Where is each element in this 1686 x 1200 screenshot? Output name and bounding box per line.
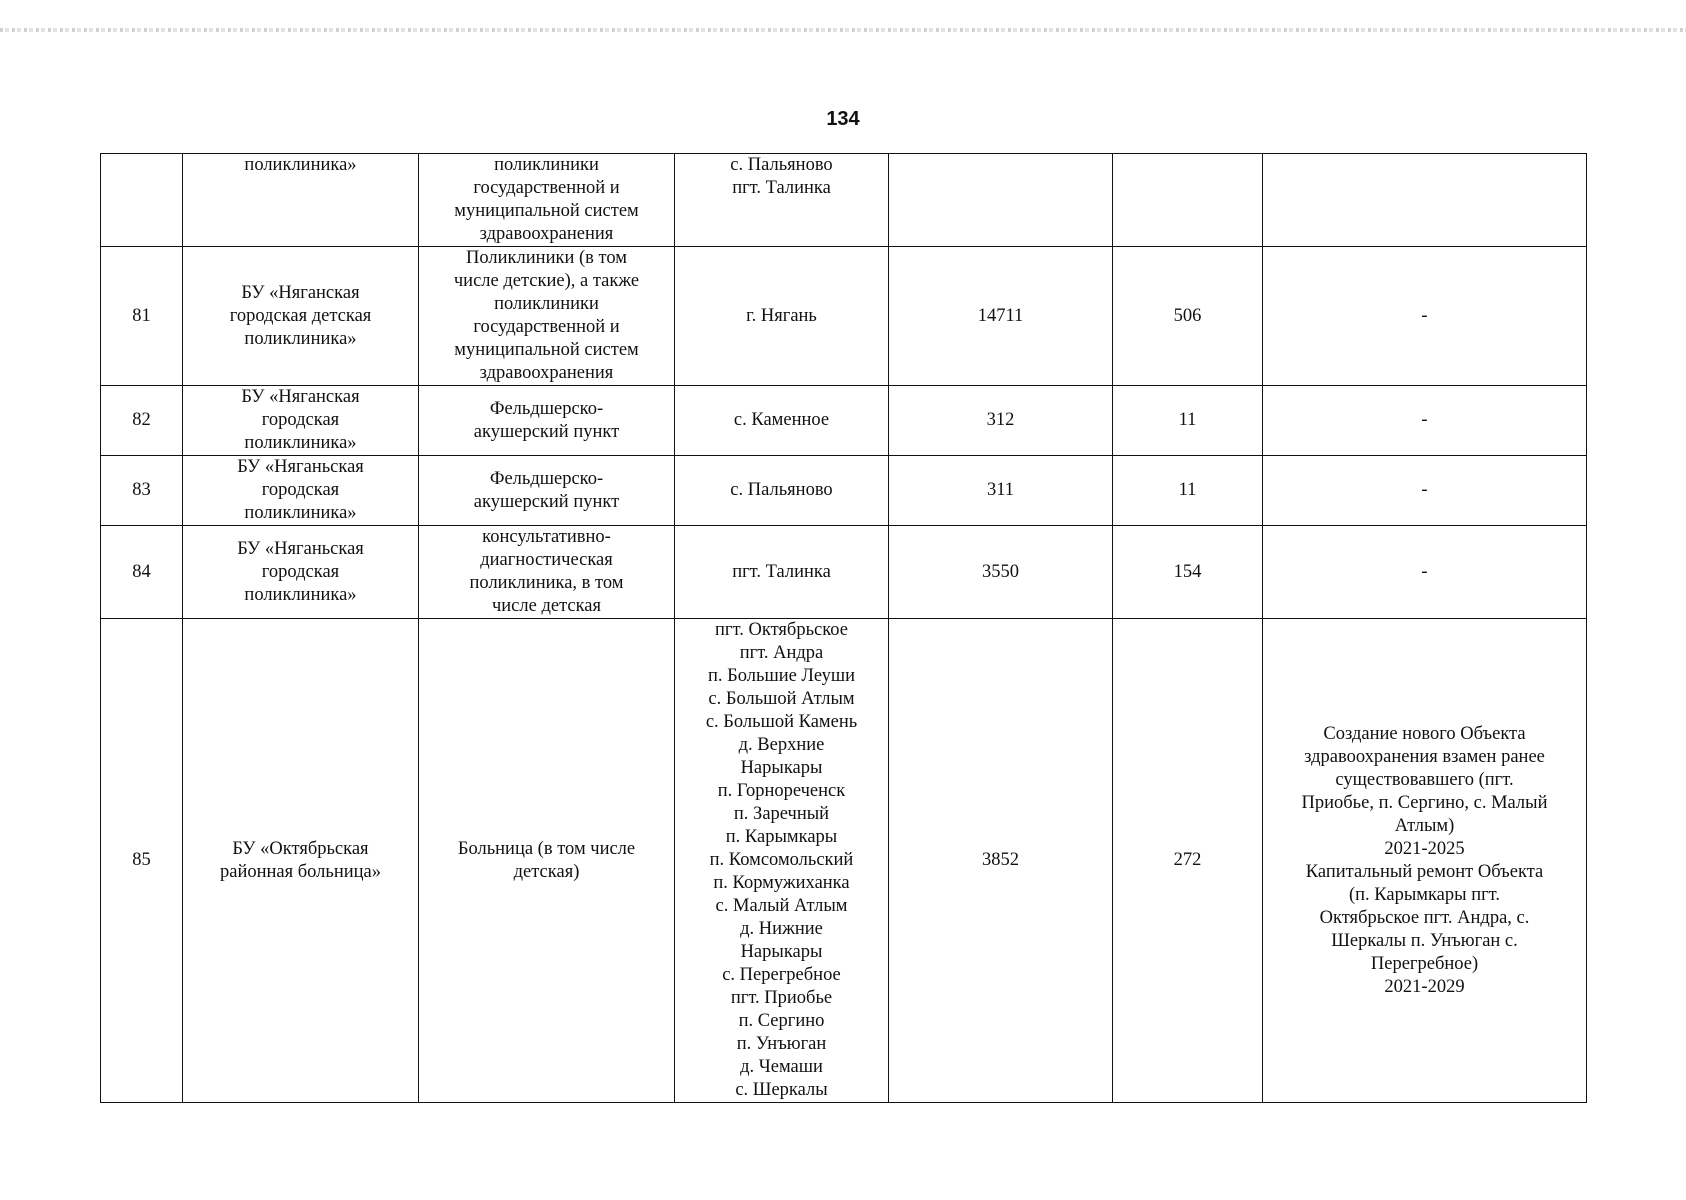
cell-line: поликлиника»	[244, 328, 357, 349]
cell-locality	[675, 456, 889, 526]
cell-line: п. Комсомольский	[709, 850, 854, 870]
cell-note	[1263, 526, 1587, 619]
cell-line: числе детские), а также	[453, 271, 640, 291]
table-row	[101, 456, 1587, 526]
table-row	[101, 386, 1587, 456]
cell-line: акушерский пункт	[473, 421, 620, 442]
cell-line: с. Пальяново	[730, 155, 833, 175]
cell-note	[1263, 386, 1587, 456]
cell-line: городская детская	[229, 305, 372, 326]
cell-line: муниципальной систем	[454, 201, 639, 221]
cell-line: Фельдшерско-	[489, 468, 604, 489]
cell-line: районная больница»	[219, 861, 381, 882]
cell-note	[1263, 456, 1587, 526]
registry-table-body	[101, 154, 1587, 1103]
cell-line: с. Пальяново	[730, 480, 833, 500]
cell-value-b: 506	[1113, 247, 1263, 386]
cell-line: городская	[261, 410, 340, 430]
cell-line: диагностическая	[480, 550, 613, 570]
cell-line: п. Горнореченск	[717, 781, 846, 801]
cell-line: поликлиника»	[244, 433, 357, 453]
cell-line: с. Шеркалы	[735, 1080, 828, 1100]
cell-line: Капитальный ремонт Объекта	[1305, 861, 1544, 882]
cell-line: поликлиника»	[244, 503, 357, 523]
cell-line: консультативно-	[482, 527, 611, 547]
table-row	[101, 619, 1587, 1103]
cell-line: Атлым)	[1394, 815, 1455, 836]
cell-note	[1263, 247, 1587, 386]
cell-line: 2021-2029	[1384, 976, 1465, 997]
cell-facility-type	[419, 526, 675, 619]
cell-line: поликлиники	[494, 294, 599, 314]
cell-line: п. Кормужиханка	[713, 873, 850, 893]
cell-line: здравоохранения	[479, 224, 614, 244]
cell-number: 84	[101, 526, 183, 619]
cell-value-a	[889, 154, 1113, 247]
cell-value-b: 11	[1113, 456, 1263, 526]
cell-line: с. Малый Атлым	[715, 896, 848, 916]
cell-note	[1263, 154, 1587, 247]
cell-line: государственной и	[473, 178, 620, 198]
cell-facility-type	[419, 247, 675, 386]
cell-facility-type	[419, 619, 675, 1103]
registry-table	[100, 153, 1587, 1103]
cell-line: Приобье, п. Сергино, с. Малый	[1301, 792, 1548, 813]
cell-line: п. Большие Леуши	[708, 666, 855, 686]
cell-line: пгт. Андра	[739, 643, 824, 663]
cell-line: акушерский пункт	[473, 491, 620, 512]
table-row	[101, 154, 1587, 247]
cell-line: БУ «Октябрьская	[232, 838, 369, 859]
cell-line: с. Перегребное	[722, 965, 841, 985]
cell-locality	[675, 247, 889, 386]
cell-value-a: 311	[889, 456, 1113, 526]
cell-number: 85	[101, 619, 183, 1103]
cell-organization	[183, 154, 419, 247]
cell-line: детская)	[513, 861, 580, 882]
cell-line: -	[1421, 561, 1428, 582]
cell-line: пгт. Талинка	[732, 561, 831, 582]
cell-line: числе детская	[491, 596, 602, 616]
cell-locality	[675, 619, 889, 1103]
cell-line: -	[1421, 410, 1428, 430]
table-row	[101, 247, 1587, 386]
cell-line: Нарыкары	[740, 758, 823, 778]
cell-line: д. Чемаши	[740, 1057, 823, 1077]
cell-line: п. Унъюган	[736, 1034, 827, 1054]
cell-locality	[675, 154, 889, 247]
cell-line: здравоохранения взамен ранее	[1304, 746, 1545, 767]
cell-line: пгт. Октябрьское	[715, 620, 848, 640]
cell-line: Шеркалы п. Унъюган с.	[1331, 930, 1518, 951]
cell-line: поликлиники	[494, 155, 599, 175]
cell-line: п. Заречный	[733, 804, 830, 824]
cell-line: поликлиника»	[244, 584, 357, 605]
cell-facility-type	[419, 386, 675, 456]
cell-line: БУ «Няганьская	[237, 457, 364, 477]
cell-line: Октябрьское пгт. Андра, с.	[1319, 907, 1530, 928]
cell-value-b	[1113, 154, 1263, 247]
page-number: 134	[826, 108, 860, 130]
scan-edge	[0, 28, 1686, 32]
cell-organization	[183, 619, 419, 1103]
cell-number: 83	[101, 456, 183, 526]
cell-locality	[675, 386, 889, 456]
cell-value-b: 11	[1113, 386, 1263, 456]
cell-line: пгт. Талинка	[732, 178, 831, 198]
cell-line: (п. Карымкары пгт.	[1348, 884, 1501, 905]
cell-line: городская	[261, 480, 340, 500]
cell-line: Нарыкары	[740, 942, 823, 962]
cell-organization	[183, 386, 419, 456]
cell-line: городская	[261, 561, 340, 582]
cell-value-a: 3852	[889, 619, 1113, 1103]
cell-line: БУ «Няганьская	[237, 538, 364, 559]
cell-number: 82	[101, 386, 183, 456]
cell-line: пгт. Приобье	[730, 988, 833, 1008]
table-row	[101, 526, 1587, 619]
cell-line: с. Большой Камень	[705, 712, 858, 732]
cell-line: Поликлиники (в том	[466, 248, 627, 268]
cell-line: п. Карымкары	[725, 827, 838, 847]
cell-value-a: 3550	[889, 526, 1113, 619]
cell-line: п. Сергино	[738, 1011, 825, 1031]
cell-number	[101, 154, 183, 247]
cell-note	[1263, 619, 1587, 1103]
cell-line: г. Нягань	[746, 305, 817, 326]
cell-line: БУ «Няганская	[241, 282, 360, 303]
cell-facility-type	[419, 154, 675, 247]
cell-line: БУ «Няганская	[241, 387, 360, 407]
cell-organization	[183, 247, 419, 386]
cell-line: Создание нового Объекта	[1323, 723, 1526, 744]
cell-value-a: 14711	[889, 247, 1113, 386]
cell-value-a: 312	[889, 386, 1113, 456]
cell-line: здравоохранения	[479, 363, 614, 383]
cell-line: муниципальной систем	[454, 340, 639, 360]
cell-line: д. Верхние	[738, 735, 825, 755]
cell-line: Больница (в том числе	[457, 838, 636, 859]
cell-organization	[183, 526, 419, 619]
cell-value-b: 154	[1113, 526, 1263, 619]
cell-line: 2021-2025	[1384, 838, 1465, 859]
cell-line: с. Большой Атлым	[708, 689, 855, 709]
cell-number: 81	[101, 247, 183, 386]
cell-line: поликлиника»	[244, 155, 357, 175]
cell-facility-type	[419, 456, 675, 526]
cell-locality	[675, 526, 889, 619]
cell-line: государственной и	[473, 317, 620, 337]
cell-organization	[183, 456, 419, 526]
cell-line: поликлиника, в том	[469, 573, 624, 593]
cell-line: д. Нижние	[740, 919, 823, 939]
cell-line: существовавшего (пгт.	[1335, 769, 1514, 790]
cell-line: -	[1421, 480, 1428, 500]
cell-line: с. Каменное	[733, 410, 830, 430]
cell-line: -	[1421, 305, 1428, 326]
cell-line: Перегребное)	[1370, 953, 1479, 974]
cell-line: Фельдшерско-	[489, 398, 604, 419]
cell-value-b: 272	[1113, 619, 1263, 1103]
